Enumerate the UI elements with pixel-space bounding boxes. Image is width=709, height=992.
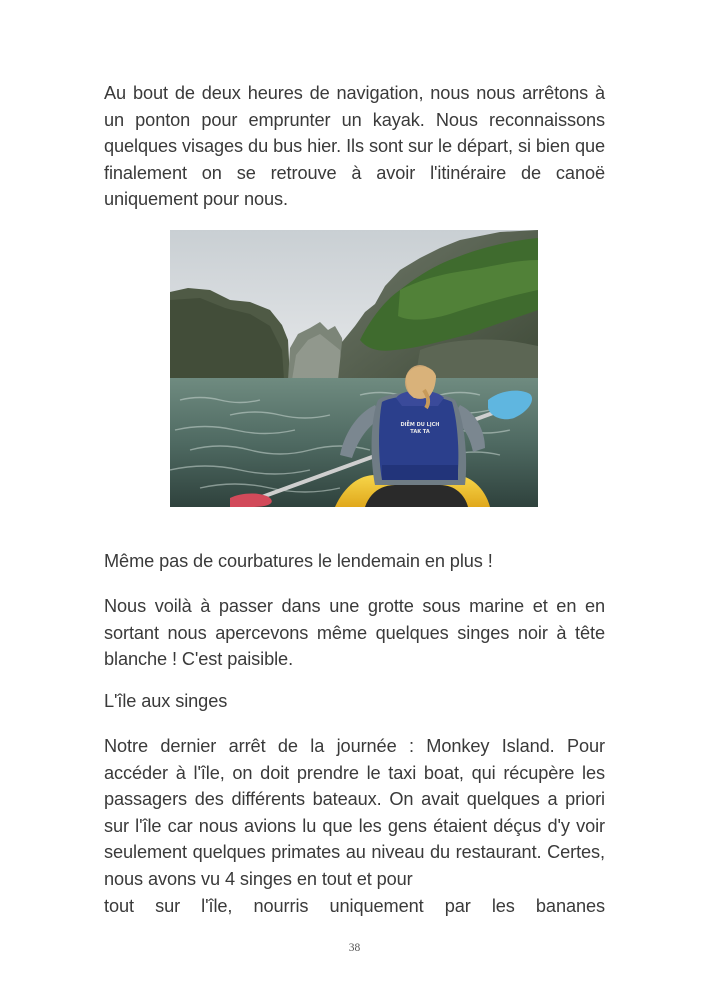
page-number: 38 xyxy=(348,942,361,954)
paragraph-monkey-island-body: Notre dernier arrêt de la journée : Monkey Island. Pour accéder à l'île, on doit prendre le taxi boat, qui récupère les passagers des différents bateaux. On avait quelques a priori sur l'île car nous avions lu que les gens étaient déçus d'y voir seulement quelques primates au niveau du restaurant. Certes, nous avons vu 4 singes en tout et pour xyxy=(104,736,605,889)
paragraph-monkey-island-last-line: tout sur l'île, nourris uniquement par les bananes xyxy=(104,895,605,916)
section-heading-monkey-island: L'île aux singes xyxy=(104,691,228,711)
paragraph-grotto: Nous voilà à passer dans une grotte sous marine et en en sortant nous apercevons même quelques singes noir à tête blanche ! C'est paisible. xyxy=(104,596,605,670)
paragraph-monkey-island xyxy=(104,733,605,919)
paragraph-no-soreness: Même pas de courbatures le lendemain en plus ! xyxy=(104,551,493,571)
svg-text:DIỄM DU LỊCH: DIỄM DU LỊCH xyxy=(400,422,440,428)
kayak-photo xyxy=(170,230,538,507)
paragraph-kayak-arrival: Au bout de deux heures de navigation, nous nous arrêtons à un ponton pour emprunter un kayak. Nous reconnaissons quelques visages du bus hier. Ils sont sur le départ, si bien que finalement on se retrouve à avoir l'itinéraire de canoë uniquement pour nous. xyxy=(104,83,605,210)
svg-text:TAK TA: TAK TA xyxy=(410,429,430,435)
